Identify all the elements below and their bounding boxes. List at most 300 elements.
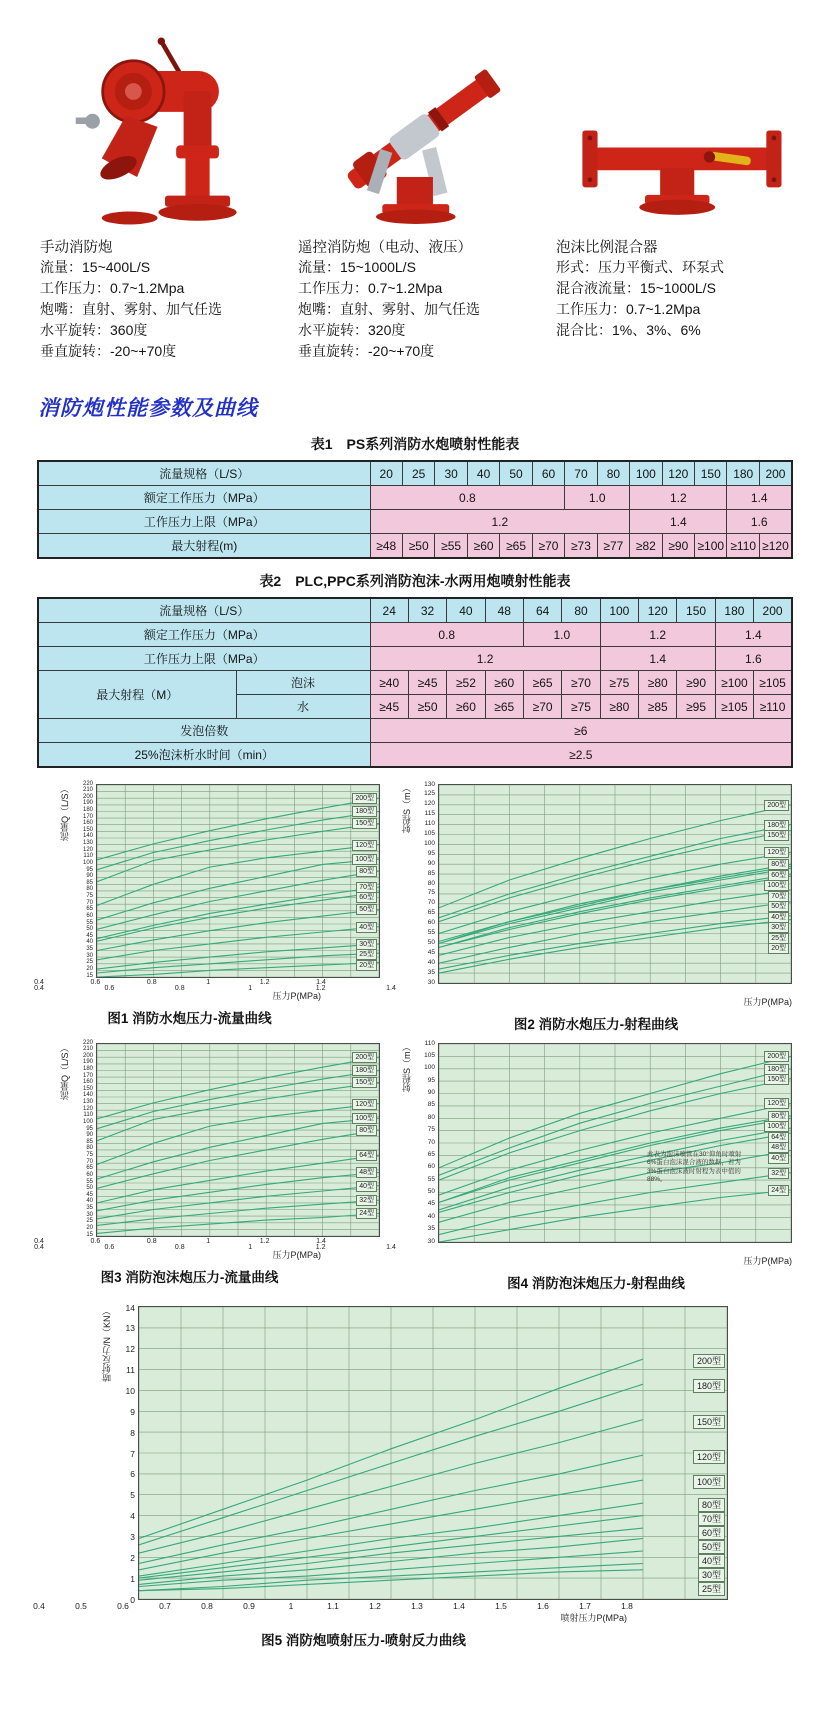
table-cell: ≥60 [467, 534, 499, 559]
product-spec-line: 工作压力：0.7~1.2Mpa [40, 280, 185, 296]
chart-inner [58, 1039, 380, 1238]
y-tick: 190 [82, 1059, 93, 1066]
table-row [38, 743, 792, 768]
table-cell: 1.6 [727, 510, 792, 534]
curve-label: 25型 [768, 933, 789, 944]
curve-label: 80型 [768, 859, 789, 870]
y-tick: 110 [424, 820, 435, 828]
y-tick: 85 [86, 1138, 93, 1145]
y-tick: 120 [424, 800, 435, 808]
table-row [38, 510, 792, 534]
table-cell: 30 [435, 461, 467, 486]
y-tick: 15 [86, 972, 93, 979]
table-row [38, 486, 792, 510]
y-tick: 170 [82, 813, 93, 820]
y-tick: 8 [130, 1427, 135, 1438]
y-tick: 5 [130, 1490, 135, 1501]
foam-proportioner-illustration [567, 102, 795, 230]
table-cell: ≥50 [402, 534, 434, 559]
curve-label: 40型 [698, 1554, 725, 1568]
table-cell: ≥77 [597, 534, 629, 559]
y-tick: 15 [86, 1231, 93, 1238]
y-axis-ticks [114, 1302, 138, 1605]
curve-label: 200型 [764, 800, 789, 811]
table-cell: ≥75 [600, 671, 638, 695]
y-tick: 20 [86, 965, 93, 972]
table-cell: 80 [597, 461, 629, 486]
y-tick: 50 [427, 1188, 435, 1195]
table-cell: 100 [600, 598, 638, 623]
table-cell: 1.4 [600, 647, 715, 671]
curve-label: 120型 [693, 1450, 725, 1464]
table-cell: ≥75 [562, 695, 600, 719]
x-tick: 1.2 [315, 1244, 326, 1251]
y-tick: 30 [427, 978, 435, 986]
table-cell: 50 [500, 461, 532, 486]
y-tick: 80 [427, 1113, 435, 1121]
row-sublabel: 水 [236, 695, 370, 719]
table-cell: ≥40 [370, 671, 408, 695]
x-tick: 0.4 [34, 1244, 44, 1251]
x-tick: 1.1 [327, 1601, 339, 1611]
y-tick: 60 [427, 1163, 435, 1171]
y-tick: 95 [86, 1125, 93, 1132]
y-tick: 50 [86, 926, 93, 933]
y-tick: 65 [427, 909, 435, 917]
y-tick: 25 [86, 959, 93, 966]
y-tick: 220 [82, 780, 93, 787]
curve-label: 150型 [764, 830, 789, 841]
curve-label: 25型 [356, 949, 377, 960]
table-cell: 1.4 [715, 623, 792, 647]
curve-label: 50型 [768, 901, 789, 912]
curve-label: 180型 [764, 1064, 789, 1075]
y-tick: 65 [86, 906, 93, 913]
curve-label: 40型 [356, 922, 377, 933]
x-tick: 0.6 [90, 1238, 101, 1245]
y-tick: 110 [83, 1112, 93, 1119]
curve-label: 25型 [698, 1582, 725, 1596]
y-tick: 85 [86, 879, 93, 886]
table2 [37, 571, 793, 768]
y-tick: 110 [424, 1039, 435, 1047]
y-tick: 85 [427, 1101, 435, 1109]
row-label: 最大射程（M） [38, 671, 236, 719]
y-tick: 210 [82, 787, 93, 794]
x-tick: 1.4 [386, 985, 396, 992]
table-cell: 0.8 [370, 486, 565, 510]
product-spec-line: 炮嘴：直射、雾射、加气任选 [298, 301, 480, 317]
table-cell: ≥120 [759, 534, 792, 559]
y-tick: 30 [86, 952, 93, 959]
product-spec-line: 混合液流量：15~1000L/S [556, 280, 716, 296]
curve-label: 40型 [356, 1181, 377, 1192]
product-remote-monitor [298, 22, 548, 362]
table-cell: ≥70 [562, 671, 600, 695]
curve-label: 64型 [356, 1150, 377, 1161]
table-row [38, 623, 792, 647]
x-tick: 0.4 [34, 979, 44, 986]
table-cell: ≥82 [630, 534, 662, 559]
curve-label: 120型 [764, 847, 789, 858]
x-tick: 1.2 [259, 1238, 270, 1245]
y-tick: 80 [427, 879, 435, 887]
y-axis-label: 射程S（m） [402, 1043, 412, 1093]
y-tick: 45 [427, 1200, 435, 1208]
curve-label: 70型 [698, 1512, 725, 1526]
product-name: 遥控消防炮（电动、液压） [298, 240, 472, 256]
curve-label: 70型 [768, 891, 789, 902]
x-axis-label: 压力P(MPa) [743, 997, 792, 1007]
table-cell: 180 [715, 598, 753, 623]
y-tick: 12 [125, 1344, 135, 1355]
table-row [38, 671, 792, 695]
row-label: 工作压力上限（MPa） [38, 510, 370, 534]
y-tick: 90 [86, 1132, 93, 1139]
y-tick: 150 [82, 826, 93, 833]
x-tick: 0.4 [33, 1601, 45, 1611]
curve-label: 80型 [356, 1125, 377, 1136]
y-tick: 180 [82, 806, 93, 813]
y-tick: 75 [427, 889, 435, 897]
table1 [37, 434, 793, 559]
manual-fire-monitor-photo [40, 22, 290, 230]
y-tick: 120 [82, 1105, 93, 1112]
x-tick: 1.2 [369, 1601, 381, 1611]
table-cell: 40 [447, 598, 485, 623]
table-cell: 0.8 [370, 623, 523, 647]
table-row [38, 719, 792, 743]
curve-label: 20型 [768, 943, 789, 954]
y-tick: 35 [86, 946, 93, 953]
table-cell: ≥110 [754, 695, 792, 719]
table-cell: 70 [565, 461, 597, 486]
y-tick: 160 [82, 1079, 93, 1086]
table-row [38, 647, 792, 671]
charts-row-1 [0, 780, 830, 1033]
curve-label: 200型 [693, 1354, 725, 1368]
x-tick: 0.6 [104, 985, 115, 992]
curve-label: 180型 [693, 1379, 725, 1393]
y-tick: 70 [86, 1158, 93, 1165]
chart-inner [58, 780, 380, 979]
y-tick: 220 [82, 1039, 93, 1046]
product-name: 泡沫比例混合器 [556, 240, 658, 256]
y-tick: 105 [424, 1051, 435, 1059]
row-label: 流量规格（L/S） [38, 598, 370, 623]
table-title: 表1 PS系列消防水炮喷射性能表 [310, 436, 520, 452]
row-label: 发泡倍数 [38, 719, 370, 743]
curve-label: 60型 [768, 870, 789, 881]
table-row [38, 534, 792, 559]
y-tick: 1 [130, 1573, 135, 1584]
row-label: 最大射程(m) [38, 534, 370, 559]
x-axis-ticks [33, 1600, 633, 1611]
chart-inner [400, 780, 792, 986]
product-spec-line: 形式：压力平衡式、环泵式 [556, 259, 724, 275]
x-tick: 1 [206, 979, 211, 986]
y-tick: 9 [130, 1406, 135, 1417]
figure-caption: 图1 消防水炮压力-流量曲线 [107, 1011, 272, 1026]
x-tick: 0.8 [146, 1238, 157, 1245]
row-label: 额定工作压力（MPa） [38, 486, 370, 510]
y-tick: 130 [82, 840, 93, 847]
product-spec-line: 工作压力：0.7~1.2Mpa [556, 301, 701, 317]
y-tick: 75 [86, 893, 93, 900]
x-tick: 0.9 [243, 1601, 255, 1611]
curve-label: 30型 [698, 1568, 725, 1582]
table-cell: ≥80 [639, 671, 677, 695]
y-tick: 50 [86, 1185, 93, 1192]
figure-5-chart [33, 1302, 728, 1649]
chart-canvas [97, 785, 379, 977]
chart-canvas [439, 1044, 791, 1242]
y-tick: 75 [86, 1152, 93, 1159]
performance-table-plc-ppc [37, 597, 793, 768]
table-cell: 1.4 [630, 510, 727, 534]
curve-label: 60型 [356, 892, 377, 903]
table-title: 表2 PLC,PPC系列消防泡沫-水两用炮喷射性能表 [259, 573, 571, 589]
y-tick: 115 [424, 810, 435, 818]
x-tick: 1 [288, 1601, 294, 1611]
y-tick: 3 [130, 1531, 135, 1542]
chart-inner [400, 1039, 792, 1245]
table-cell: 20 [370, 461, 402, 486]
table-cell: ≥90 [677, 671, 715, 695]
y-tick: 125 [424, 790, 435, 798]
table-cell: 120 [662, 461, 694, 486]
remote-fire-monitor-photo [298, 22, 548, 230]
x-tick: 0.4 [34, 1238, 44, 1245]
curve-label: 32型 [356, 1195, 377, 1206]
x-tick: 0.8 [174, 1244, 185, 1251]
plot-area [438, 784, 792, 984]
table-cell: ≥55 [435, 534, 467, 559]
table-cell: 100 [630, 461, 662, 486]
x-tick: 0.6 [104, 1244, 115, 1251]
y-tick: 40 [86, 939, 93, 946]
x-tick: 1.2 [259, 979, 270, 986]
curve-label: 120型 [352, 840, 377, 851]
table-cell: ≥2.5 [370, 743, 792, 768]
y-tick: 140 [82, 833, 93, 840]
y-tick: 80 [86, 886, 93, 893]
curve-label: 20型 [356, 960, 377, 971]
table-cell: ≥65 [523, 671, 561, 695]
y-tick: 150 [82, 1085, 93, 1092]
curve-label: 24型 [356, 1208, 377, 1219]
y-tick: 140 [82, 1092, 93, 1099]
table-cell: 1.2 [600, 623, 715, 647]
y-tick: 95 [86, 866, 93, 873]
y-tick: 95 [427, 1076, 435, 1084]
y-axis-ticks [72, 780, 96, 979]
y-tick: 55 [86, 1178, 93, 1185]
y-tick: 10 [125, 1385, 135, 1396]
table-cell: ≥85 [639, 695, 677, 719]
table-cell: 80 [562, 598, 600, 623]
table-cell: 1.0 [565, 486, 630, 510]
chart-canvas [439, 785, 791, 983]
y-tick: 110 [83, 853, 93, 860]
y-tick: 170 [82, 1072, 93, 1079]
table-cell: 200 [754, 598, 792, 623]
curve-label: 40型 [768, 1153, 789, 1164]
x-axis-label: 喷射压力P(MPa) [560, 1613, 627, 1623]
product-specs [40, 257, 290, 362]
figure-caption: 图2 消防水炮压力-射程曲线 [513, 1017, 679, 1032]
table-cell: 48 [485, 598, 523, 623]
curve-label: 100型 [764, 1121, 789, 1132]
x-tick: 1 [248, 985, 253, 992]
y-tick: 13 [125, 1323, 135, 1334]
y-tick: 40 [427, 1212, 435, 1220]
x-tick: 1 [248, 1244, 253, 1251]
y-axis-label: 流量Q（L/S） [60, 784, 70, 841]
curve-label: 100型 [693, 1475, 725, 1489]
x-tick: 1.2 [315, 985, 326, 992]
y-tick: 55 [427, 1175, 435, 1183]
table-cell: 1.6 [715, 647, 792, 671]
table-cell: 64 [523, 598, 561, 623]
table-cell: ≥105 [715, 695, 753, 719]
y-tick: 130 [82, 1099, 93, 1106]
x-tick: 0.6 [90, 979, 101, 986]
table-cell: ≥70 [532, 534, 564, 559]
y-tick: 35 [427, 1225, 435, 1233]
table-cell: ≥45 [408, 671, 446, 695]
product-spec-line: 水平旋转：320度 [298, 322, 406, 338]
table-cell: ≥60 [447, 695, 485, 719]
y-axis-ticks [414, 1039, 438, 1245]
curve-label: 180型 [352, 806, 377, 817]
table-cell: 1.2 [370, 647, 600, 671]
curve-label: 180型 [764, 820, 789, 831]
products-row [0, 16, 830, 362]
y-tick: 90 [427, 1089, 435, 1096]
table-cell: ≥52 [447, 671, 485, 695]
curve-label: 100型 [352, 854, 377, 865]
table-cell: ≥50 [408, 695, 446, 719]
x-tick: 0.8 [201, 1601, 213, 1611]
y-tick: 45 [86, 932, 93, 939]
curve-label: 30型 [768, 922, 789, 933]
y-tick: 35 [427, 968, 435, 976]
row-label: 额定工作压力（MPa） [38, 623, 370, 647]
plot-area [438, 1043, 792, 1243]
plot-area [138, 1306, 728, 1600]
x-tick: 1.7 [579, 1601, 591, 1611]
x-tick: 1.3 [411, 1601, 423, 1611]
table-cell: ≥105 [754, 671, 792, 695]
curve-label: 24型 [768, 1185, 789, 1196]
figure-caption: 图4 消防泡沫炮压力-射程曲线 [507, 1276, 685, 1291]
y-tick: 100 [82, 859, 93, 866]
curve-label: 200型 [764, 1051, 789, 1062]
figure-caption: 图5 消防炮喷射压力-喷射反力曲线 [261, 1633, 466, 1648]
curve-label: 150型 [764, 1074, 789, 1085]
y-tick: 80 [86, 1145, 93, 1152]
y-tick: 60 [86, 1171, 93, 1178]
y-tick: 50 [427, 938, 435, 946]
x-tick: 1 [206, 1238, 211, 1245]
x-tick: 1.5 [495, 1601, 507, 1611]
curve-label: 120型 [764, 1098, 789, 1109]
y-tick: 30 [427, 1237, 435, 1245]
chart-annotation: 此表为泡沫喷管在30°仰角时喷射6%蛋白泡沫混合液的数据，若为3%蛋白泡沫液时射程为表中值的88%。 [647, 1150, 742, 1184]
product-spec-line: 流量：15~400L/S [40, 259, 151, 275]
table-cell: 1.0 [523, 623, 600, 647]
x-tick: 0.5 [75, 1601, 87, 1611]
row-sublabel: 泡沫 [236, 671, 370, 695]
curve-label: 180型 [352, 1065, 377, 1076]
y-tick: 85 [427, 869, 435, 877]
row-label: 流量规格（L/S） [38, 461, 370, 486]
section-title: 消防炮性能参数及曲线 [38, 397, 258, 420]
table-cell: ≥80 [600, 695, 638, 719]
y-axis-ticks [72, 1039, 96, 1238]
y-axis-label: 射程S（m） [402, 784, 412, 834]
table-cell: ≥100 [715, 671, 753, 695]
y-tick: 25 [86, 1218, 93, 1225]
chart-inner [100, 1302, 728, 1605]
y-tick: 160 [82, 820, 93, 827]
x-tick: 0.8 [174, 985, 185, 992]
y-axis-label: 喷射反力/N（KN） [102, 1306, 112, 1382]
table-cell: 150 [677, 598, 715, 623]
y-tick: 95 [427, 849, 435, 857]
table-cell: ≥110 [727, 534, 759, 559]
y-tick: 60 [86, 912, 93, 919]
table-cell: ≥60 [485, 671, 523, 695]
y-tick: 20 [86, 1224, 93, 1231]
table-cell: 24 [370, 598, 408, 623]
curve-label: 30型 [356, 939, 377, 950]
charts-row-2 [0, 1039, 830, 1292]
charts-row-3 [0, 1302, 830, 1649]
y-tick: 70 [427, 899, 435, 907]
x-tick: 0.7 [159, 1601, 171, 1611]
y-tick: 70 [86, 899, 93, 906]
curve-label: 48型 [356, 1167, 377, 1178]
table-cell: ≥100 [695, 534, 727, 559]
curve-label: 80型 [698, 1498, 725, 1512]
curve-label: 70型 [356, 882, 377, 893]
x-tick: 0.4 [34, 985, 44, 992]
y-tick: 6 [130, 1469, 135, 1480]
y-tick: 60 [427, 919, 435, 927]
table-cell: 25 [402, 461, 434, 486]
table-cell: ≥48 [370, 534, 402, 559]
y-tick: 90 [86, 873, 93, 880]
table-row [38, 461, 792, 486]
curve-label: 100型 [764, 880, 789, 891]
curve-label: 120型 [352, 1099, 377, 1110]
y-tick: 45 [427, 948, 435, 956]
y-axis-ticks [414, 780, 438, 986]
table-cell: ≥95 [677, 695, 715, 719]
table-cell: 32 [408, 598, 446, 623]
table-cell: 60 [532, 461, 564, 486]
product-name: 手动消防炮 [40, 240, 113, 256]
y-tick: 65 [86, 1165, 93, 1172]
curve-label: 50型 [698, 1540, 725, 1554]
x-axis-ticks [34, 1243, 396, 1254]
product-specs [556, 257, 806, 341]
table-cell: ≥90 [662, 534, 694, 559]
table-cell: 120 [639, 598, 677, 623]
table-cell: ≥65 [485, 695, 523, 719]
